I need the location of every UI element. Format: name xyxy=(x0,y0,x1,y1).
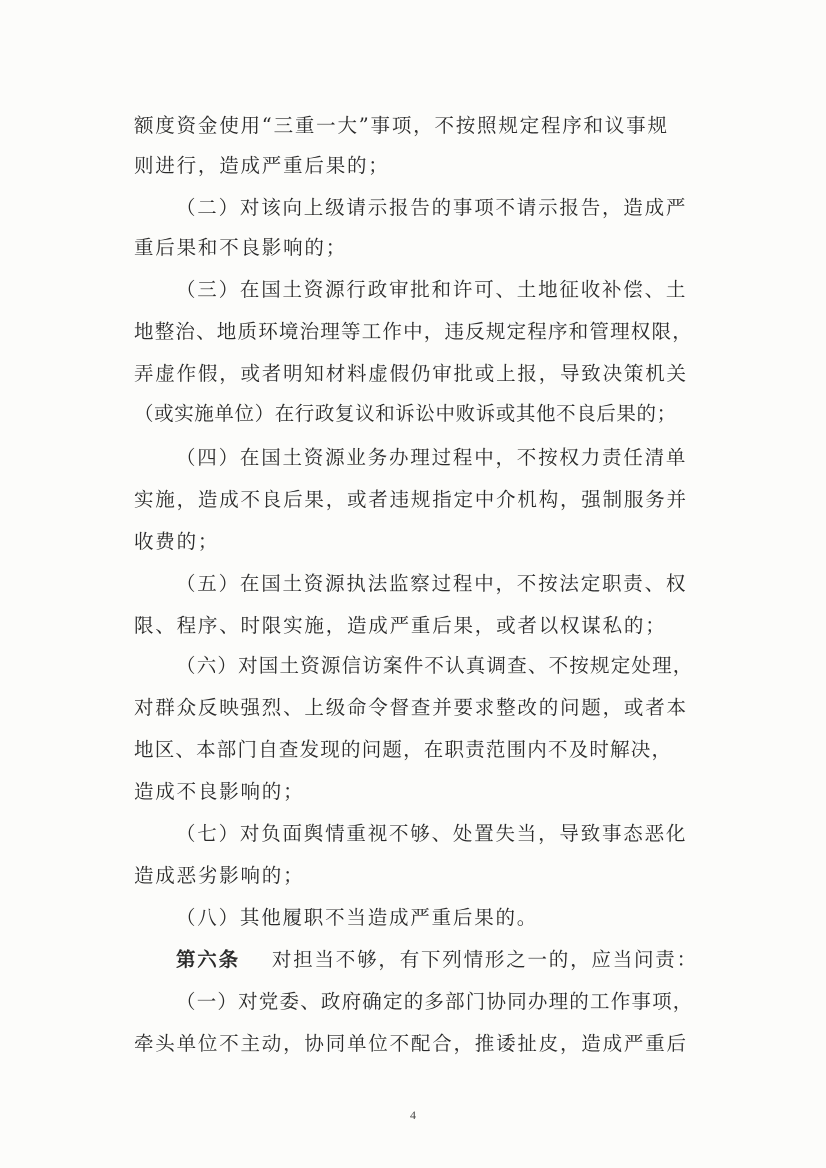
article-6-item-1-line-2: 牵头单位不主动，协同单位不配合，推诿扯皮，造成严重后 xyxy=(134,1032,688,1055)
article-6-line xyxy=(0,940,826,980)
item-3-line-3: 弄虚作假，或者明知材料虚假仍审批或上报，导致决策机关 xyxy=(134,362,688,385)
item-4-line-1: （四）在国土资源业务办理过程中，不按权力责任清单 xyxy=(176,446,688,469)
item-6-line-2: 对群众反映强烈、上级命令督查并要求整改的问题，或者本 xyxy=(134,696,688,719)
item-6-line-1: （六）对国土资源信访案件不认真调查、不按规定处理， xyxy=(176,654,694,677)
body-line-2: 则进行，造成严重后果的； xyxy=(134,154,390,177)
body-line-1: 额度资金使用“三重一大”事项，不按照规定程序和议事规 xyxy=(134,114,669,137)
item-5-line-2: 限、程序、时限实施，造成严重后果，或者以权谋私的； xyxy=(134,614,667,637)
item-4-line-3: 收费的； xyxy=(134,530,220,553)
item-2-line-1: （二）对该向上级请示报告的事项不请示报告，造成严 xyxy=(176,196,688,219)
item-6-line-4: 造成不良影响的； xyxy=(134,780,305,803)
item-4-line-2: 实施，造成不良后果，或者违规指定中介机构，强制服务并 xyxy=(134,488,688,511)
item-5-line-1: （五）在国土资源执法监察过程中，不按法定职责、权 xyxy=(176,572,688,595)
item-3-line-4: （或实施单位）在行政复议和诉讼中败诉或其他不良后果的； xyxy=(134,402,677,425)
article-text: 对担当不够，有下列情形之一的，应当问责： xyxy=(271,948,698,971)
item-3-line-1: （三）在国土资源行政审批和许可、土地征收补偿、土 xyxy=(176,278,688,301)
item-8-line-1: （八）其他履职不当造成严重后果的。 xyxy=(176,906,539,929)
page-number: 4 xyxy=(410,1108,416,1122)
item-7-line-1: （七）对负面舆情重视不够、处置失当，导致事态恶化 xyxy=(176,822,688,845)
article-6-item-1-line-1: （一）对党委、政府确定的多部门协同办理的工作事项， xyxy=(176,990,694,1013)
item-3-line-2: 地整治、地质环境治理等工作中，违反规定程序和管理权限， xyxy=(134,320,693,343)
item-2-line-2: 重后果和不良影响的； xyxy=(134,236,348,259)
item-7-line-2: 造成恶劣影响的； xyxy=(134,864,305,887)
item-6-line-3: 地区、本部门自查发现的问题，在职责范围内不及时解决， xyxy=(134,738,673,761)
article-title: 第六条 xyxy=(176,948,240,971)
